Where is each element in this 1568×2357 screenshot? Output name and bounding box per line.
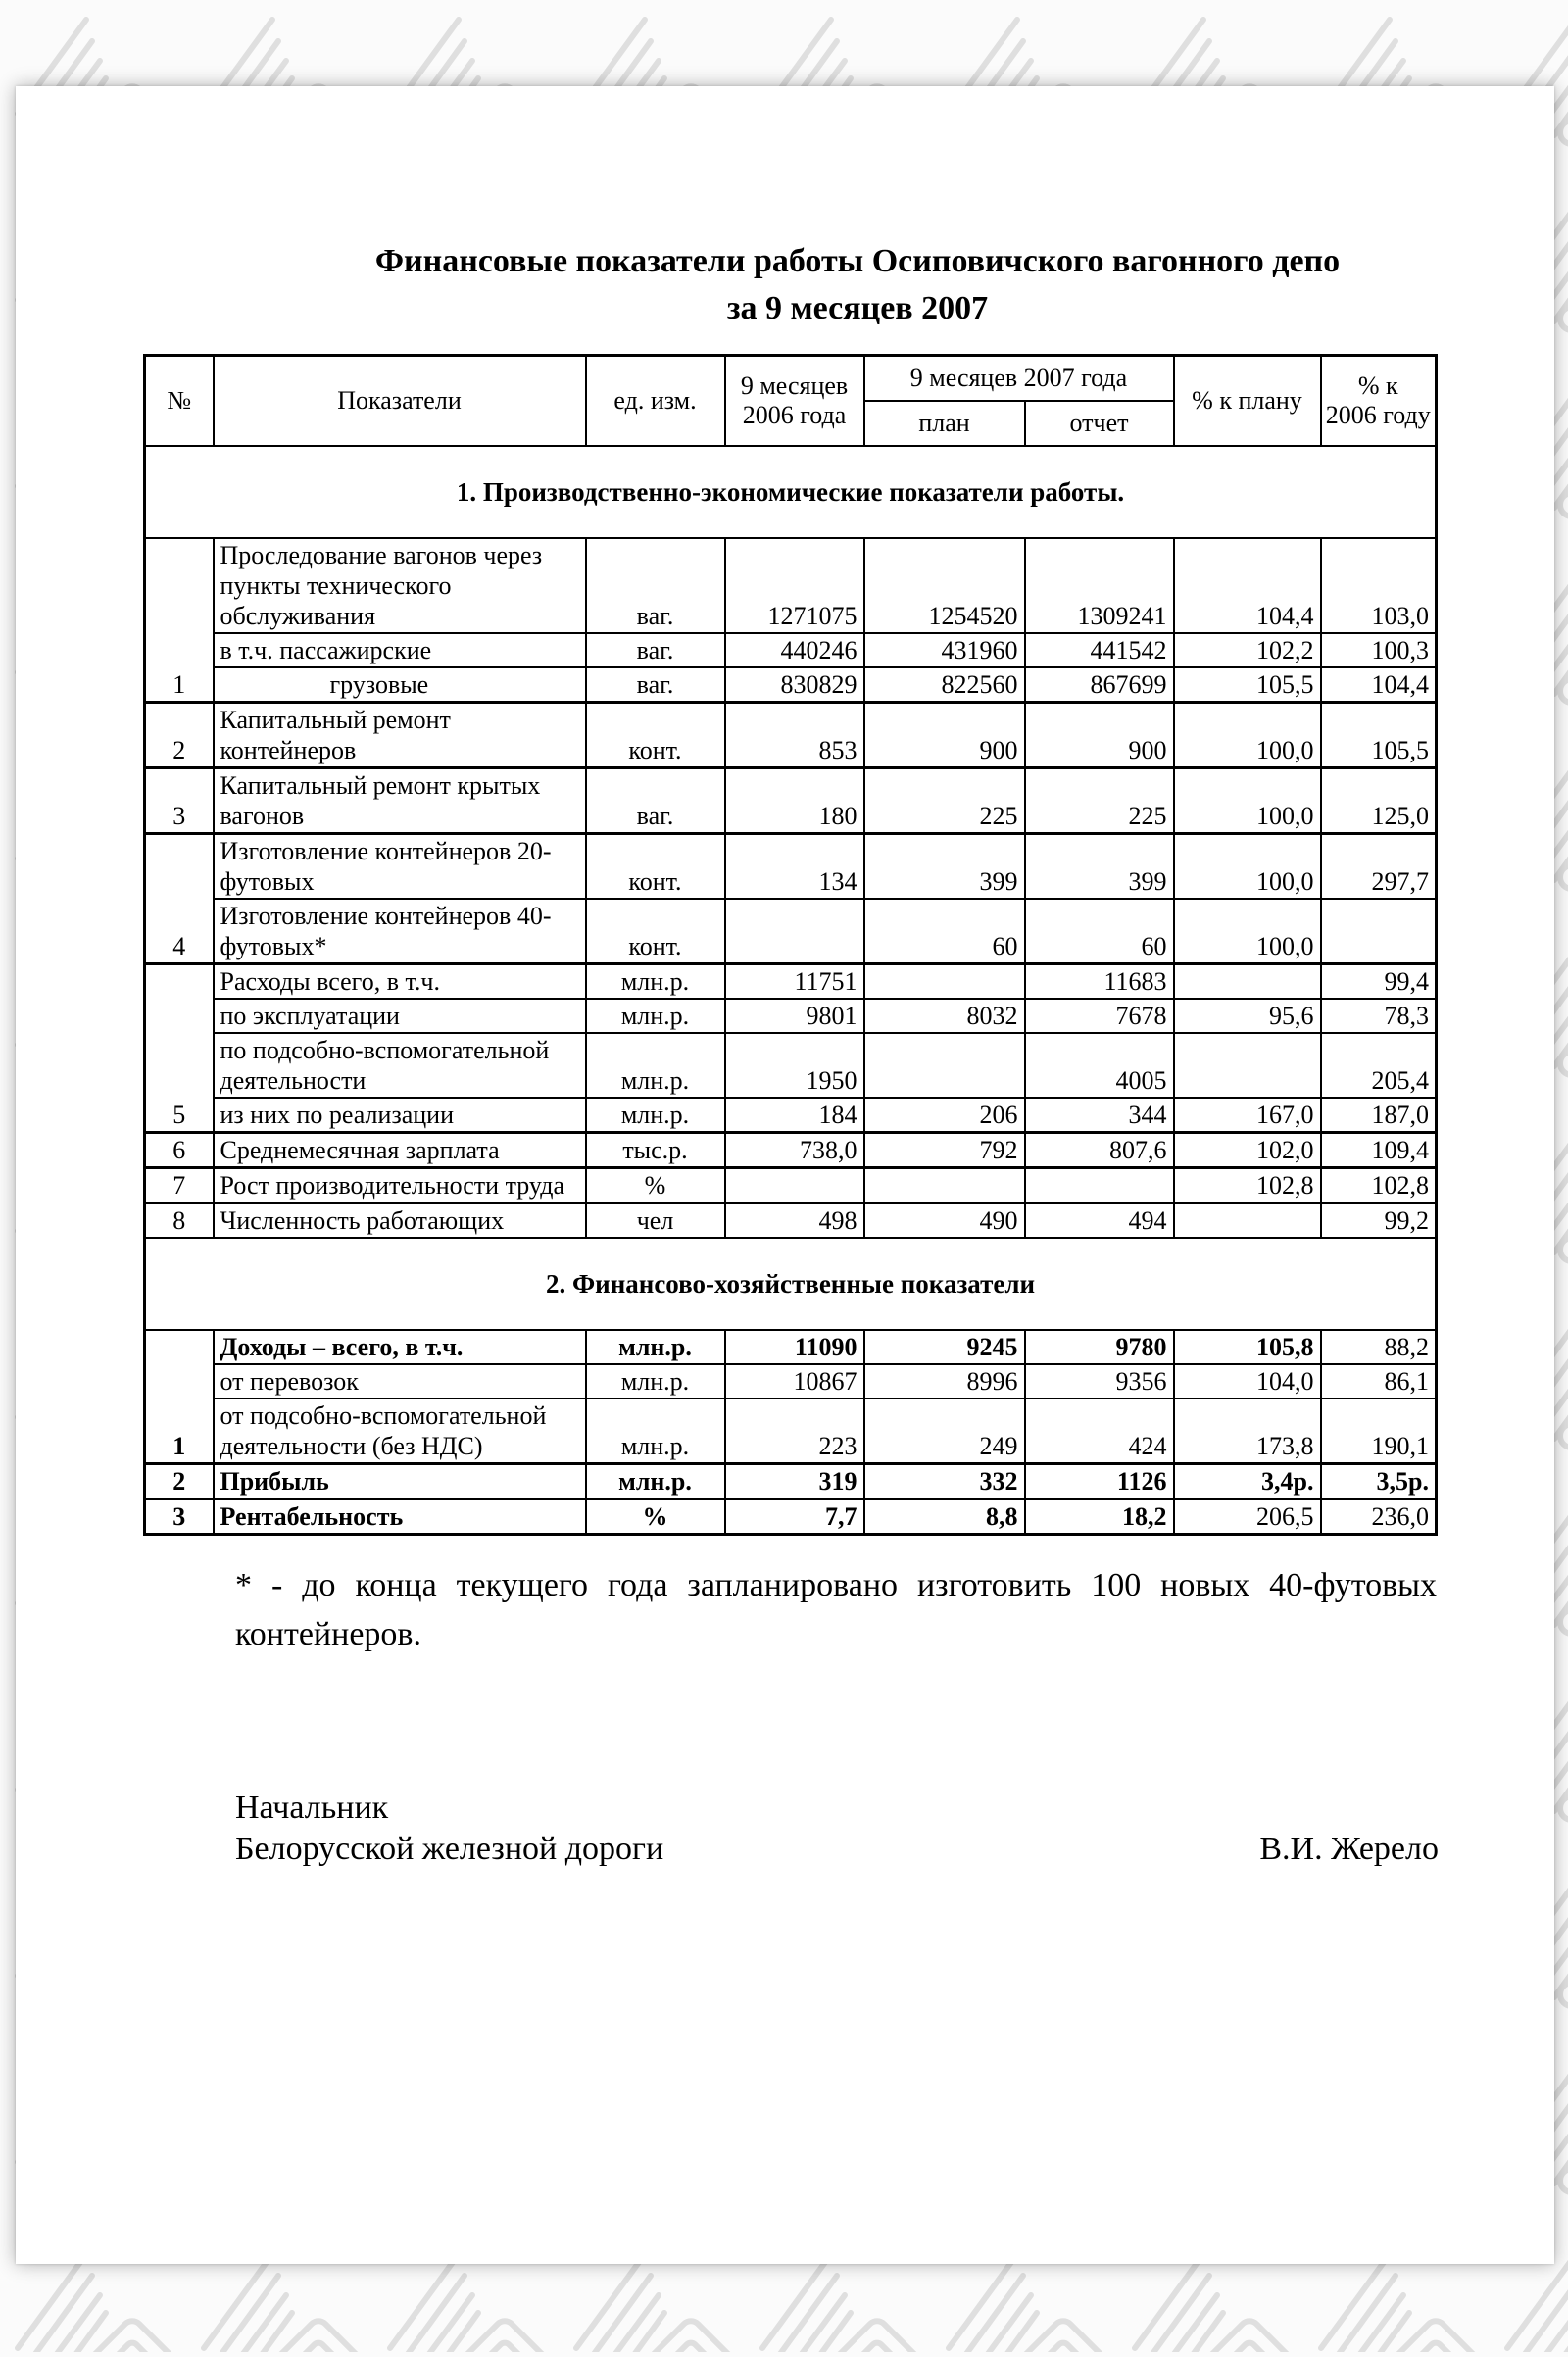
section-band-row — [145, 446, 1437, 538]
cell-pct-plan: 100,0 — [1174, 768, 1321, 834]
cell-pct-plan: 102,8 — [1174, 1168, 1321, 1203]
cell-2006: 11751 — [725, 964, 864, 1000]
cell-plan — [864, 1033, 1025, 1098]
cell-plan: 332 — [864, 1464, 1025, 1499]
header-num: № — [145, 356, 214, 447]
cell-label: в т.ч. пассажирские — [214, 633, 586, 667]
header-pct-2006-line-2: 2006 году — [1325, 401, 1431, 429]
table-row — [145, 1168, 1437, 1203]
header-period-2006-line-1: 9 месяцев — [740, 371, 849, 400]
cell-2006: 7,7 — [725, 1499, 864, 1535]
cell-label: от подсобно-вспомогательной деятельности (без НДС) — [214, 1399, 586, 1464]
cell-report: 1126 — [1025, 1464, 1174, 1499]
cell-2006 — [725, 1168, 864, 1203]
cell-report: 867699 — [1025, 667, 1174, 703]
cell-plan: 431960 — [864, 633, 1025, 667]
cell-pct-2006: 102,8 — [1321, 1168, 1437, 1203]
table-row — [145, 964, 1437, 1000]
cell-num: 2 — [145, 703, 214, 768]
signature-position-line-2: Белорусской железной дороги — [235, 1831, 664, 1867]
cell-num: 7 — [145, 1168, 214, 1203]
cell-unit: ваг. — [586, 633, 725, 667]
table-row — [145, 1033, 1437, 1098]
cell-report: 807,6 — [1025, 1133, 1174, 1168]
cell-unit: конт. — [586, 834, 725, 900]
table-row — [145, 1499, 1437, 1535]
cell-num: 1 — [145, 538, 214, 703]
cell-2006: 498 — [725, 1203, 864, 1239]
cell-2006: 184 — [725, 1098, 864, 1133]
cell-unit: млн.р. — [586, 1399, 725, 1464]
header-period-2006-line-2: 2006 года — [742, 401, 847, 429]
cell-unit: млн.р. — [586, 999, 725, 1033]
cell-2006: 830829 — [725, 667, 864, 703]
cell-plan: 822560 — [864, 667, 1025, 703]
cell-report: 4005 — [1025, 1033, 1174, 1098]
table-row — [145, 703, 1437, 768]
header-report: отчет — [1025, 401, 1174, 446]
table-row — [145, 633, 1437, 667]
cell-pct-plan — [1174, 1033, 1321, 1098]
cell-pct-2006: 99,2 — [1321, 1203, 1437, 1239]
signature-block — [235, 1788, 1439, 1870]
cell-pct-2006: 187,0 — [1321, 1098, 1437, 1133]
cell-unit: ваг. — [586, 768, 725, 834]
cell-report: 900 — [1025, 703, 1174, 768]
cell-plan — [864, 964, 1025, 1000]
title-line-2: за 9 месяцев 2007 — [726, 290, 989, 326]
cell-report: 9356 — [1025, 1364, 1174, 1399]
cell-2006: 9801 — [725, 999, 864, 1033]
table-row — [145, 1133, 1437, 1168]
table-row — [145, 538, 1437, 633]
cell-label: Доходы – всего, в т.ч. — [214, 1330, 586, 1364]
cell-num: 3 — [145, 768, 214, 834]
cell-pct-2006: 78,3 — [1321, 999, 1437, 1033]
cell-pct-plan: 105,8 — [1174, 1330, 1321, 1364]
cell-label: Рост производительности труда — [214, 1168, 586, 1203]
cell-unit: % — [586, 1499, 725, 1535]
cell-2006: 10867 — [725, 1364, 864, 1399]
cell-plan: 1254520 — [864, 538, 1025, 633]
cell-label: Расходы всего, в т.ч. — [214, 964, 586, 1000]
cell-num: 6 — [145, 1133, 214, 1168]
cell-unit: млн.р. — [586, 1330, 725, 1364]
cell-plan — [864, 1168, 1025, 1203]
cell-pct-plan — [1174, 1203, 1321, 1239]
cell-unit: конт. — [586, 899, 725, 964]
cell-pct-2006: 297,7 — [1321, 834, 1437, 900]
cell-unit: конт. — [586, 703, 725, 768]
table-row — [145, 667, 1437, 703]
cell-2006: 319 — [725, 1464, 864, 1499]
cell-num: 3 — [145, 1499, 214, 1535]
cell-pct-plan: 100,0 — [1174, 899, 1321, 964]
cell-pct-2006: 190,1 — [1321, 1399, 1437, 1464]
header-unit: ед. изм. — [586, 356, 725, 447]
signature-position — [235, 1788, 663, 1870]
footnote: * - до конца текущего года запланировано изготовить 100 новых 40-футовых контейнеров. — [235, 1567, 1437, 1652]
cell-label: Проследование вагонов через пункты технического обслуживания — [214, 538, 586, 633]
cell-report: 399 — [1025, 834, 1174, 900]
cell-pct-2006: 236,0 — [1321, 1499, 1437, 1535]
cell-pct-plan — [1174, 964, 1321, 1000]
signature-position-line-1: Начальник — [235, 1790, 389, 1826]
cell-plan: 900 — [864, 703, 1025, 768]
title-line-1: Финансовые показатели работы Осиповичского вагонного депо — [374, 243, 1341, 279]
cell-num: 1 — [145, 1330, 214, 1464]
cell-report: 1309241 — [1025, 538, 1174, 633]
cell-pct-plan: 3,4р. — [1174, 1464, 1321, 1499]
cell-pct-plan: 102,0 — [1174, 1133, 1321, 1168]
cell-label: из них по реализации — [214, 1098, 586, 1133]
cell-pct-plan: 100,0 — [1174, 703, 1321, 768]
cell-unit: млн.р. — [586, 964, 725, 1000]
cell-2006: 853 — [725, 703, 864, 768]
cell-plan: 225 — [864, 768, 1025, 834]
cell-label: Рентабельность — [214, 1499, 586, 1535]
cell-pct-2006: 104,4 — [1321, 667, 1437, 703]
cell-label: Капитальный ремонт контейнеров — [214, 703, 586, 768]
document-page — [16, 86, 1554, 2264]
cell-unit: ваг. — [586, 538, 725, 633]
cell-plan: 399 — [864, 834, 1025, 900]
header-indicators: Показатели — [214, 356, 586, 447]
cell-plan: 249 — [864, 1399, 1025, 1464]
table-row — [145, 834, 1437, 900]
cell-label: Изготовление контейнеров 40-футовых* — [214, 899, 586, 964]
cell-unit: % — [586, 1168, 725, 1203]
cell-report: 18,2 — [1025, 1499, 1174, 1535]
cell-pct-2006: 109,4 — [1321, 1133, 1437, 1168]
cell-label: Изготовление контейнеров 20-футовых — [214, 834, 586, 900]
header-pct-plan: % к плану — [1174, 356, 1321, 447]
cell-plan: 8032 — [864, 999, 1025, 1033]
section-1-title: 1. Производственно-экономические показатели работы. — [145, 446, 1437, 538]
table-row — [145, 1464, 1437, 1499]
cell-plan: 8996 — [864, 1364, 1025, 1399]
cell-plan: 9245 — [864, 1330, 1025, 1364]
cell-unit: тыс.р. — [586, 1133, 725, 1168]
cell-2006: 11090 — [725, 1330, 864, 1364]
cell-plan: 8,8 — [864, 1499, 1025, 1535]
cell-unit: млн.р. — [586, 1464, 725, 1499]
cell-pct-plan: 95,6 — [1174, 999, 1321, 1033]
cell-unit: чел — [586, 1203, 725, 1239]
header-period-2006 — [725, 356, 864, 447]
cell-label: Численность работающих — [214, 1203, 586, 1239]
cell-report: 494 — [1025, 1203, 1174, 1239]
section-2-title: 2. Финансово-хозяйственные показатели — [145, 1238, 1437, 1330]
cell-2006: 134 — [725, 834, 864, 900]
cell-pct-plan: 167,0 — [1174, 1098, 1321, 1133]
cell-pct-2006: 125,0 — [1321, 768, 1437, 834]
cell-report: 344 — [1025, 1098, 1174, 1133]
cell-pct-2006: 88,2 — [1321, 1330, 1437, 1364]
table-row — [145, 1098, 1437, 1133]
cell-pct-2006: 205,4 — [1321, 1033, 1437, 1098]
cell-label: Среднемесячная зарплата — [214, 1133, 586, 1168]
table-row — [145, 1399, 1437, 1464]
header-plan: план — [864, 401, 1025, 446]
document-title — [212, 238, 1503, 332]
cell-label: Капитальный ремонт крытых вагонов — [214, 768, 586, 834]
signature-name: В.И. Жерело — [1259, 1831, 1439, 1867]
cell-plan: 792 — [864, 1133, 1025, 1168]
cell-pct-2006 — [1321, 899, 1437, 964]
cell-pct-plan: 206,5 — [1174, 1499, 1321, 1535]
cell-report: 60 — [1025, 899, 1174, 964]
cell-2006: 738,0 — [725, 1133, 864, 1168]
cell-plan: 60 — [864, 899, 1025, 964]
cell-unit: млн.р. — [586, 1098, 725, 1133]
cell-plan: 206 — [864, 1098, 1025, 1133]
cell-report: 7678 — [1025, 999, 1174, 1033]
cell-pct-2006: 3,5р. — [1321, 1464, 1437, 1499]
cell-pct-plan: 100,0 — [1174, 834, 1321, 900]
cell-report: 9780 — [1025, 1330, 1174, 1364]
cell-2006: 223 — [725, 1399, 864, 1464]
table-header-row — [145, 356, 1437, 402]
cell-num: 5 — [145, 964, 214, 1133]
cell-pct-plan: 104,4 — [1174, 538, 1321, 633]
cell-report: 11683 — [1025, 964, 1174, 1000]
cell-report: 424 — [1025, 1399, 1174, 1464]
cell-num: 4 — [145, 834, 214, 964]
cell-pct-plan: 173,8 — [1174, 1399, 1321, 1464]
cell-2006: 440246 — [725, 633, 864, 667]
cell-pct-plan: 104,0 — [1174, 1364, 1321, 1399]
table-row — [145, 1364, 1437, 1399]
cell-unit: ваг. — [586, 667, 725, 703]
cell-report: 441542 — [1025, 633, 1174, 667]
section-band-row — [145, 1238, 1437, 1330]
cell-2006 — [725, 899, 864, 964]
cell-label: по подсобно-вспомогательной деятельности — [214, 1033, 586, 1098]
cell-pct-2006: 99,4 — [1321, 964, 1437, 1000]
cell-pct-plan: 105,5 — [1174, 667, 1321, 703]
cell-label: по эксплуатации — [214, 999, 586, 1033]
cell-pct-2006: 105,5 — [1321, 703, 1437, 768]
cell-2006: 1271075 — [725, 538, 864, 633]
cell-label: Прибыль — [214, 1464, 586, 1499]
cell-2006: 1950 — [725, 1033, 864, 1098]
cell-pct-2006: 100,3 — [1321, 633, 1437, 667]
table-row — [145, 999, 1437, 1033]
header-pct-2006 — [1321, 356, 1437, 447]
table-row — [145, 899, 1437, 964]
cell-report: 225 — [1025, 768, 1174, 834]
cell-num: 8 — [145, 1203, 214, 1239]
cell-pct-plan: 102,2 — [1174, 633, 1321, 667]
table-row — [145, 1330, 1437, 1364]
cell-label: от перевозок — [214, 1364, 586, 1399]
cell-report — [1025, 1168, 1174, 1203]
cell-pct-2006: 103,0 — [1321, 538, 1437, 633]
table-row — [145, 1203, 1437, 1239]
header-pct-2006-line-1: % к — [1357, 371, 1398, 400]
financial-indicators-table — [143, 354, 1438, 1536]
table-row — [145, 768, 1437, 834]
cell-plan: 490 — [864, 1203, 1025, 1239]
cell-unit: млн.р. — [586, 1033, 725, 1098]
cell-label: грузовые — [214, 667, 586, 703]
header-period-2007: 9 месяцев 2007 года — [864, 356, 1174, 402]
cell-num: 2 — [145, 1464, 214, 1499]
cell-pct-2006: 86,1 — [1321, 1364, 1437, 1399]
cell-unit: млн.р. — [586, 1364, 725, 1399]
cell-2006: 180 — [725, 768, 864, 834]
